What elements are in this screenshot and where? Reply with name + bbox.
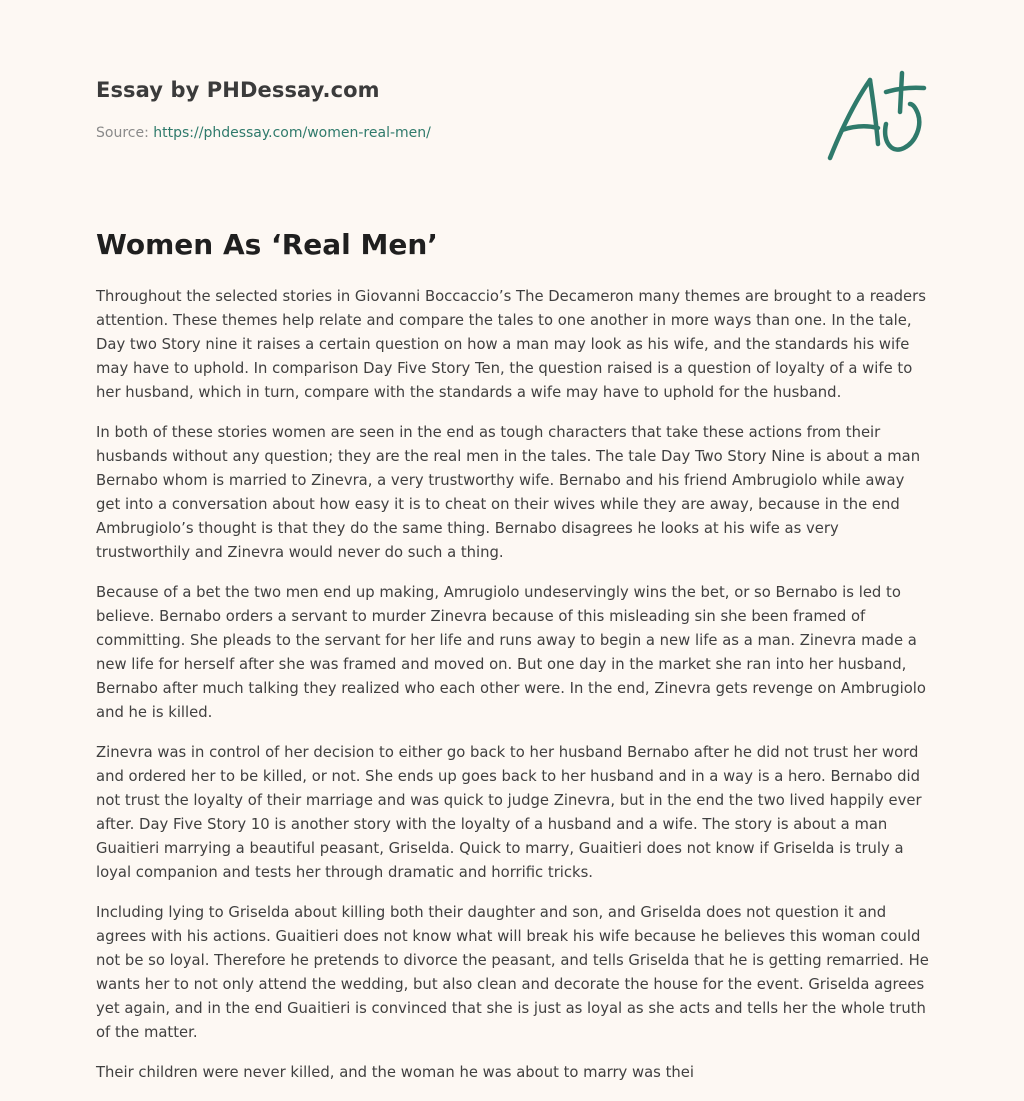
essay-paragraph: Because of a bet the two men end up making, Amrugiolo undeservingly wins the bet, or so Bernabo is led to believe. Bernabo orders a servant to murder Zinevra because of this misleading sin she been framed of committing. She pleads to the servant for her life and runs away to begin a new life as a man. Zinevra made a new life for herself after she was framed and moved on. But one day in the market she ran into her husband, Bernabo after much talking they realized who each other were. In the end, Zinevra gets revenge on Ambrugiolo and he is killed. — [96, 584, 926, 721]
source-line — [96, 124, 796, 142]
essay-body — [96, 285, 932, 1101]
essay-paragraph: Zinevra was in control of her decision to either go back to her husband Bernabo after he did not trust her word and ordered her to be killed, or not. She ends up goes back to her husband and in a way is a hero. Bernabo did not trust the loyalty of their marriage and was quick to judge Zinevra, but in the end the two lived happily ever after. Day Five Story 10 is another story with the loyalty of a husband and a wife. The story is about a man Guaitieri marrying a beautiful peasant, Griselda. Quick to marry, Guaitieri does not know if Griselda is truly a loyal companion and tests her through dramatic and horrific tricks. — [96, 744, 922, 881]
source-label: Source: — [96, 125, 149, 141]
brand-name: Essay by PHDessay.com — [96, 78, 380, 102]
a-plus-grade-icon — [820, 66, 930, 166]
page-header — [96, 76, 796, 142]
essay-paragraph: Their children were never killed, and the woman he was about to marry was thei — [96, 1064, 694, 1081]
source-link[interactable]: https://phdessay.com/women-real-men/ — [153, 125, 431, 141]
essay-paragraph: Throughout the selected stories in Giovanni Boccaccio’s The Decameron many themes are brought to a readers attention. These themes help relate and compare the tales to one another in more ways than one. In the tale, Day two Story nine it raises a certain question on how a man may look as his wife, and the standards his wife may have to uphold. In comparison Day Five Story Ten, the question raised is a question of loyalty of a wife to her husband, which in turn, compare with the standards a wife may have to uphold for the husband. — [96, 288, 926, 401]
essay-paragraph: In both of these stories women are seen in the end as tough characters that take these actions from their husbands without any question; they are the real men in the tales. The tale Day Two Story Nine is about a man Bernabo whom is married to Zinevra, a very trustworthy wife. Bernabo and his friend Ambrugiolo while away get into a conversation about how easy it is to cheat on their wives while they are away, because in the end Ambrugiolo’s thought is that they do the same thing. Bernabo disagrees he looks at his wife as very trustworthily and Zinevra would never do such a thing. — [96, 424, 921, 561]
essay-paragraph: Including lying to Griselda about killing both their daughter and son, and Griselda does not question it and agrees with his actions. Guaitieri does not know what will break his wife because he believes this woman could not be so loyal. Therefore he pretends to divorce the peasant, and tells Griselda that he is getting remarried. He wants her to not only attend the wedding, but also clean and decorate the house for the event. Griselda agrees yet again, and in the end Guaitieri is convinced that she is just as loyal as she acts and tells her the whole truth of the matter. — [96, 904, 929, 1041]
essay-title: Women As ‘Real Men’ — [96, 228, 438, 261]
